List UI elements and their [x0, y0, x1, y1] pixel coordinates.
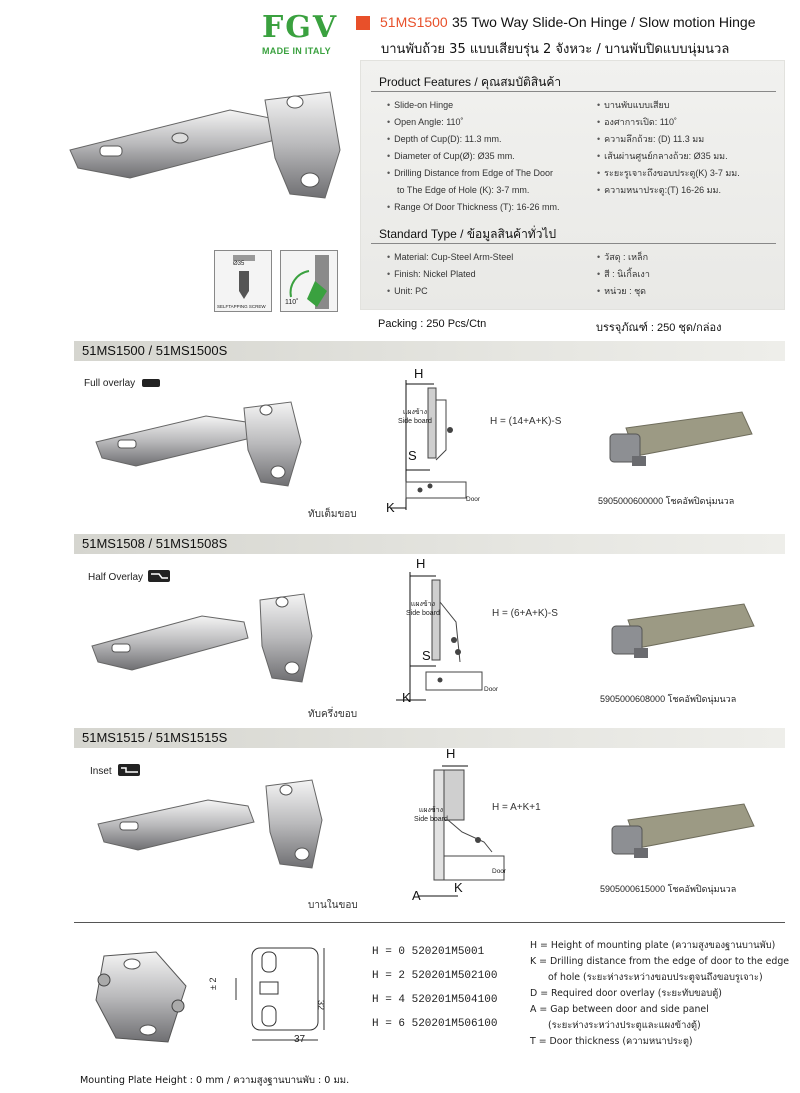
plate-offset-dim: ± 2	[208, 977, 218, 990]
dim-k-label: K	[454, 880, 463, 895]
packing-th: บรรจุภัณฑ์ : 250 ชุด/กล่อง	[596, 322, 722, 334]
hinge-image	[96, 398, 306, 492]
installation-diagram	[408, 752, 518, 906]
overlay-type: Inset	[90, 766, 112, 777]
brand-logo	[262, 12, 342, 56]
feature-en-item: to The Edge of Hole (K): 3-7 mm.	[397, 185, 530, 195]
dim-h-label: H	[416, 556, 426, 571]
legend-item: K = Drilling distance from the edge of door to the edge	[530, 956, 790, 967]
model-title-thai: บานพับถ้วย 35 แบบเสียบรุ่น 2 จังหวะ / บานพับปิดแบบนุ่มนวล	[381, 42, 730, 57]
standard-th-item: • วัสดุ : เหล็ก	[597, 252, 649, 262]
features-heading: Product Features / คุณสมบัติสินค้า	[379, 75, 562, 89]
full-overlay-icon	[142, 379, 160, 387]
legend-item: of hole (ระยะห่างระหว่างขอบประตูจนถึงขอบรูเจาะ)	[548, 972, 763, 983]
feature-th-item: • ความหนาประตู:(T) 16-26 มม.	[597, 185, 721, 195]
feature-en-item: • Diameter of Cup(Ø): Ø35 mm.	[387, 151, 515, 161]
logo-tagline: MADE IN ITALY	[262, 46, 331, 56]
overlay-type-thai: ทับเต็มขอบ	[308, 509, 357, 520]
model-code: 51MS1500	[380, 14, 448, 30]
door-label: Door	[466, 496, 481, 503]
feature-th-item: • ระยะรูเจาะถึงขอบประตู(K) 3-7 มม.	[597, 168, 740, 178]
overlay-type: Full overlay	[84, 378, 136, 389]
door-label: Door	[484, 686, 499, 693]
overlay-type-thai: ทับครึ่งขอบ	[308, 709, 358, 720]
mounting-plate-caption: Mounting Plate Height : 0 mm / ความสูงฐานบานพับ : 0 มม.	[80, 1075, 350, 1086]
feature-th-item: • บานพับแบบเสียบ	[597, 100, 670, 110]
packing-en: Packing : 250 Pcs/Ctn	[378, 318, 487, 330]
section-divider	[74, 922, 785, 923]
overlay-formula: H = (6+A+K)-S	[492, 608, 558, 619]
legend-item: D = Required door overlay (ระยะทับขอบตู้)	[530, 988, 722, 999]
feature-th-item: • เส้นผ่านศูนย์กลางถ้วย: Ø35 มม.	[597, 151, 728, 161]
feature-th-item: • องศาการเปิด: 110˚	[597, 117, 678, 127]
dim-h-label: H	[446, 746, 456, 761]
half-overlay-icon	[148, 570, 170, 582]
standard-th-item: • สี : นิเกิ้ลเงา	[597, 269, 650, 279]
legend-item: H = Height of mounting plate (ความสูงของฐานบานพับ)	[530, 940, 776, 951]
dim-a-label: A	[412, 888, 421, 903]
legend-item: T = Door thickness (ความหนาประตู)	[530, 1036, 693, 1047]
legend-item: (ระยะห่างระหว่างประตูและแผงข้างตู้)	[548, 1020, 701, 1031]
mounting-plate-codes	[372, 940, 497, 1036]
dim-s-label: S	[408, 448, 417, 463]
hinge-image	[98, 780, 328, 876]
screw-label: SELFTAPPING SCREW	[217, 304, 266, 309]
legend-item: A = Gap between door and side panel	[530, 1004, 709, 1015]
feature-en-item: • Open Angle: 110˚	[387, 117, 464, 127]
overlay-formula: H = (14+A+K)-S	[490, 416, 562, 427]
logo-mark: FGV	[262, 10, 339, 45]
feature-en-item: • Range Of Door Thickness (T): 16-26 mm.	[387, 202, 560, 212]
mounting-plate-drawing	[222, 944, 332, 1052]
mounting-plate-image	[84, 946, 194, 1046]
overlay-type-thai: บานในขอบ	[308, 900, 358, 911]
spec-panel	[360, 60, 785, 310]
hinge-image	[92, 592, 314, 688]
variant-codes: 51MS1500 / 51MS1500S	[82, 343, 228, 358]
feature-en-item: • Slide-on Hinge	[387, 100, 454, 110]
screw-icon-box	[214, 250, 272, 312]
soft-close-damper-image	[606, 408, 756, 472]
standard-heading: Standard Type / ข้อมูลสินค้าทั่วไป	[379, 227, 557, 241]
standard-divider	[371, 243, 776, 244]
features-th-list	[597, 97, 782, 199]
feature-th-item: • ความลึกถ้วย: (D) 11.3 มม	[597, 134, 705, 144]
dim-k-label: K	[402, 690, 411, 705]
hinge-hero-image	[70, 88, 350, 218]
plate-code-item: H = 4 520201M504100	[372, 994, 498, 1006]
cup-diameter-label: Ø35	[233, 261, 245, 267]
door-label: Door	[492, 868, 507, 875]
damper-code: 5905000600000 โชคอัพปิดนุ่มนวล	[598, 496, 735, 506]
features-divider	[371, 91, 776, 92]
plate-code-item: H = 0 520201M5001	[372, 946, 485, 958]
model-marker	[356, 16, 370, 30]
side-board-label: แผงข้าง Side board	[398, 408, 432, 425]
overlay-formula: H = A+K+1	[492, 802, 541, 813]
inset-icon	[118, 764, 140, 776]
plate-code-item: H = 6 520201M506100	[372, 1018, 498, 1030]
side-board-label: แผงข้าง Side board	[414, 806, 448, 823]
standard-en-item: • Material: Cup-Steel Arm-Steel	[387, 252, 514, 262]
dim-k-label: K	[386, 500, 395, 515]
standard-en-item: • Finish: Nickel Plated	[387, 269, 476, 279]
overlay-type: Half Overlay	[88, 572, 144, 583]
feature-en-item: • Depth of Cup(D): 11.3 mm.	[387, 134, 502, 144]
legend-list	[530, 938, 792, 1050]
dim-s-label: S	[422, 648, 431, 663]
standard-en-list	[387, 249, 597, 300]
damper-code: 5905000608000 โชคอัพปิดนุ่มนวล	[600, 694, 737, 704]
dim-h-label: H	[414, 366, 424, 381]
plate-width-dim: 37	[294, 1034, 306, 1045]
variant-codes: 51MS1508 / 51MS1508S	[82, 536, 228, 551]
angle-icon-box	[280, 250, 338, 312]
standard-en-item: • Unit: PC	[387, 286, 428, 296]
variant-codes: 51MS1515 / 51MS1515S	[82, 730, 228, 745]
features-en-list	[387, 97, 597, 216]
installation-diagram	[384, 370, 504, 520]
model-title: 35 Two Way Slide-On Hinge / Slow motion Hinge	[452, 14, 756, 30]
standard-th-list	[597, 249, 782, 300]
angle-label: 110˚	[285, 299, 299, 306]
side-board-label: แผงข้าง Side board	[406, 600, 440, 617]
soft-close-damper-image	[608, 600, 758, 664]
feature-en-item: • Drilling Distance from Edge of The Door	[387, 168, 554, 178]
plate-code-item: H = 2 520201M502100	[372, 970, 498, 982]
damper-code: 5905000615000 โชคอัพปิดนุ่มนวล	[600, 884, 737, 894]
plate-height-dim: 32	[316, 1000, 326, 1011]
standard-th-item: • หน่วย : ชุด	[597, 286, 647, 296]
soft-close-damper-image	[608, 800, 758, 864]
